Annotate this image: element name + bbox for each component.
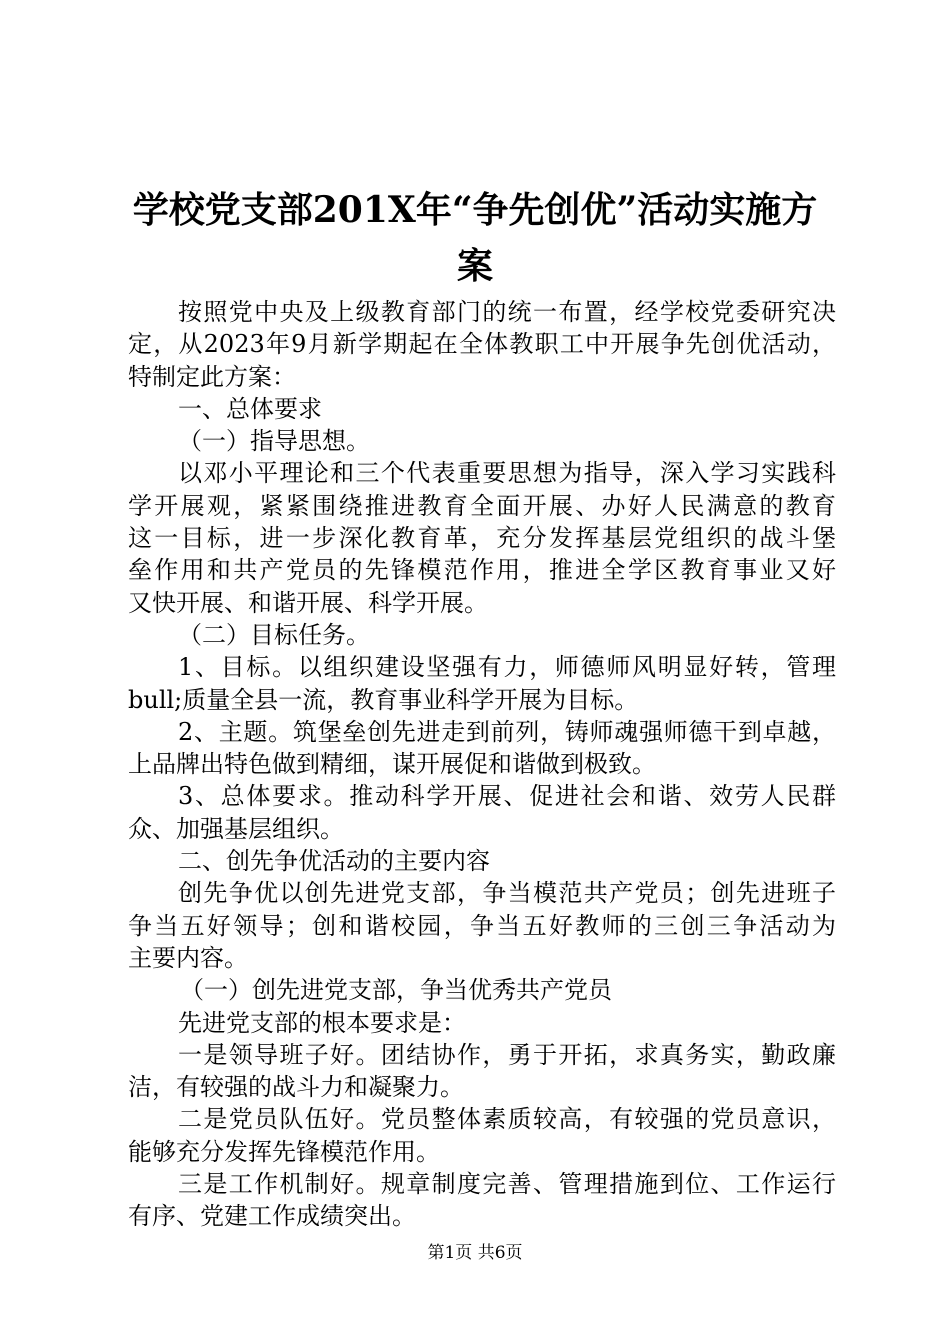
body-line: 以邓小平理论和三个代表重要思想为指导，深入学习实践科 — [178, 459, 836, 488]
body-line: 先进党支部的根本要求是： — [178, 1008, 466, 1037]
body-line: 一是领导班子好。团结协作，勇于开拓，求真务实，勤政廉 — [178, 1040, 836, 1069]
body-line: 上品牌出特色做到精细，谋开展促和谐做到极致。 — [128, 750, 656, 779]
subsection-heading: （一）指导思想。 — [178, 427, 370, 456]
section-heading: 二、创先争优活动的主要内容 — [178, 847, 490, 876]
body-line: 争当五好领导；创和谐校园，争当五好教师的三创三争活动为 — [128, 911, 836, 940]
page-number-footer: 第1页 共6页 — [427, 1243, 523, 1263]
subsection-heading: （一）创先进党支部，争当优秀共产党员 — [180, 976, 612, 1005]
body-line: 1、目标。以组织建设坚强有力，师德师风明显好转，管理 — [178, 653, 836, 682]
document-title-line-2: 案 — [456, 245, 493, 287]
body-line: 二是党员队伍好。党员整体素质较高，有较强的党员意识， — [178, 1105, 836, 1134]
body-line: 定，从2023年9月新学期起在全体教职工中开展争先创优活动， — [128, 330, 836, 359]
document-title-line-1: 学校党支部201X年“争先创优”活动实施方 — [132, 189, 818, 231]
body-line: 三是工作机制好。规章制度完善、管理措施到位、工作运行 — [178, 1170, 836, 1199]
body-line: 垒作用和共产党员的先锋模范作用，推进全学区教育事业又好 — [128, 556, 836, 585]
body-line: bull;质量全县一流，教育事业科学开展为目标。 — [128, 685, 639, 714]
body-line: 洁，有较强的战斗力和凝聚力。 — [128, 1073, 464, 1102]
body-line: 特制定此方案： — [128, 362, 296, 391]
body-line: 3、总体要求。推动科学开展、促进社会和谐、效劳人民群 — [178, 782, 836, 811]
body-line: 学开展观，紧紧围绕推进教育全面开展、办好人民满意的教育 — [128, 491, 836, 520]
body-line: 2、主题。筑堡垒创先进走到前列，铸师魂强师德干到卓越， — [178, 717, 836, 746]
section-heading: 一、总体要求 — [178, 394, 322, 423]
body-line: 有序、党建工作成绩突出。 — [128, 1202, 416, 1231]
body-line: 又快开展、和谐开展、科学开展。 — [128, 588, 488, 617]
body-line: 能够充分发挥先锋模范作用。 — [128, 1137, 440, 1166]
document-body — [128, 296, 836, 1233]
body-line: 创先争优以创先进党支部，争当模范共产党员；创先进班子 — [178, 879, 836, 908]
body-line: 众、加强基层组织。 — [128, 814, 344, 843]
subsection-heading: （二）目标任务。 — [178, 620, 370, 649]
body-line: 这一目标，进一步深化教育革，充分发挥基层党组织的战斗堡 — [128, 524, 836, 553]
body-line: 主要内容。 — [128, 943, 248, 972]
body-line: 按照党中央及上级教育部门的统一布置，经学校党委研究决 — [178, 298, 836, 326]
